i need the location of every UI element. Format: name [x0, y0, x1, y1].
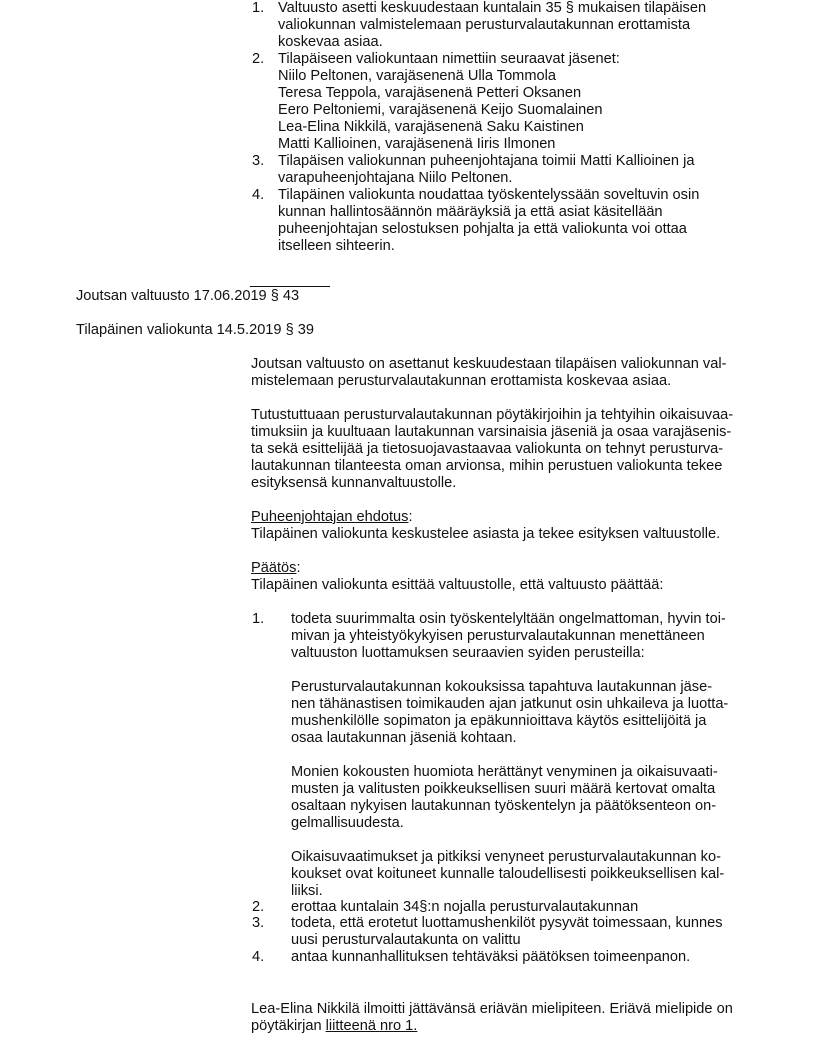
reason-text: Monien kokousten huomiota herättänyt venyminen ja oikaisuvaati-: [291, 764, 718, 780]
committee-reference: Tilapäinen valiokunta 14.5.2019 § 39: [76, 322, 315, 338]
dissent-text: pöytäkirjan: [251, 1018, 326, 1034]
paragraph-line: lautakunnan tilanteesta oman arvionsa, mihin perustuen valiokunta tekee: [251, 458, 723, 474]
decision-heading: [251, 560, 301, 577]
list-text: kunnan hallintosäännön määräyksiä ja että asiat käsitellään: [278, 204, 663, 220]
list-number: 2.: [252, 51, 265, 67]
list-number: 1.: [252, 0, 265, 16]
list-number: 3.: [252, 153, 265, 169]
list-text: valtuuston luottamuksen seuraavien syiden perusteilla:: [291, 645, 645, 661]
member-line: Niilo Peltonen, varajäsenenä Ulla Tommola: [278, 68, 556, 84]
reason-text: osaltaan nykyisen lautakunnan työskentelyn ja päätöksenteon on-: [291, 798, 717, 814]
chair-proposal-heading: [251, 509, 413, 526]
heading-colon: :: [408, 509, 413, 525]
list-text: koskevaa asiaa.: [278, 34, 383, 50]
heading-colon: :: [296, 560, 301, 576]
chair-proposal-text: Tilapäinen valiokunta keskustelee asiasta ja tekee esityksen valtuustolle.: [251, 526, 721, 542]
list-number: 2.: [252, 899, 265, 915]
dissent-text: Lea-Elina Nikkilä ilmoitti jättävänsä eriävän mielipiteen. Eriävä mielipide on: [251, 1001, 733, 1017]
list-text: antaa kunnanhallituksen tehtäväksi päätöksen toimeenpanon.: [291, 949, 691, 965]
list-text: mivan ja yhteistyökykyisen perusturvalautakunnan menettäneen: [291, 628, 705, 644]
heading-text: Puheenjohtajan ehdotus: [251, 509, 409, 525]
reason-text: liiksi.: [291, 883, 323, 899]
reason-text: osaa lautakunnan jäseniä kohtaan.: [291, 730, 517, 746]
paragraph-line: mistelemaan perusturvalautakunnan erottamista koskevaa asiaa.: [251, 373, 672, 389]
heading-text: Päätös: [251, 560, 297, 576]
reason-text: Perusturvalautakunnan kokouksissa tapahtuva lautakunnan jäse-: [291, 679, 713, 695]
paragraph-line: esityksensä kunnanvaltuustolle.: [251, 475, 457, 491]
separator-line: [250, 286, 330, 287]
attachment-link[interactable]: liitteenä nro 1.: [325, 1018, 418, 1034]
list-text: Tilapäiseen valiokuntaan nimettiin seuraavat jäsenet:: [278, 51, 620, 67]
list-text: itselleen sihteerin.: [278, 238, 395, 254]
reason-text: musten ja valitusten poikkeuksellisen suuri määrä kertovat omalta: [291, 781, 716, 797]
list-text: uusi perusturvalautakunta on valittu: [291, 932, 521, 948]
reason-text: mushenkilölle sopimaton ja epäkunnioittava käytös esittelijöitä ja: [291, 713, 707, 729]
member-line: Teresa Teppola, varajäsenenä Petteri Oksanen: [278, 85, 582, 101]
paragraph-line: Joutsan valtuusto on asettanut keskuudestaan tilapäisen valiokunnan val-: [251, 356, 727, 372]
list-text: Valtuusto asetti keskuudestaan kuntalain 35 § mukaisen tilapäisen: [278, 0, 707, 16]
decision-text: Tilapäinen valiokunta esittää valtuustolle, että valtuusto päättää:: [251, 577, 664, 593]
reason-text: koukset ovat koituneet kunnalle taloudellisesti poikkeuksellisen kal-: [291, 866, 725, 882]
list-number: 4.: [252, 949, 265, 965]
list-number: 1.: [252, 611, 265, 627]
list-text: Tilapäisen valiokunnan puheenjohtajana toimii Matti Kallioinen ja: [278, 153, 695, 169]
list-text: valiokunnan valmistelemaan perusturvalautakunnan erottamista: [278, 17, 691, 33]
paragraph-line: Tutustuttuaan perusturvalautakunnan pöytäkirjoihin ja tehtyihin oikaisuvaa-: [251, 407, 734, 423]
list-text: todeta, että erotetut luottamushenkilöt pysyvät toimessaan, kunnes: [291, 915, 723, 931]
paragraph-line: timuksiin ja kuultuaan lautakunnan varsinaisia jäseniä ja osaa varajäsenis-: [251, 424, 732, 440]
council-reference: Joutsan valtuusto 17.06.2019 § 43: [76, 288, 300, 304]
dissent-line-2: [251, 1018, 417, 1035]
member-line: Matti Kallioinen, varajäsenenä Iiris Ilmonen: [278, 136, 556, 152]
reason-text: Oikaisuvaatimukset ja pitkiksi venyneet perusturvalautakunnan ko-: [291, 849, 721, 865]
paragraph-line: ta sekä esittelijää ja tietosuojavastaavaa valiokunta on tehnyt perusturva-: [251, 441, 724, 457]
reason-text: gelmallisuudesta.: [291, 815, 404, 831]
member-line: Lea-Elina Nikkilä, varajäsenenä Saku Kaistinen: [278, 119, 584, 135]
member-line: Eero Peltoniemi, varajäsenenä Keijo Suomalainen: [278, 102, 603, 118]
reason-text: nen tähänastisen toimikauden ajan jatkunut osin uhkaileva ja luotta-: [291, 696, 729, 712]
list-text: todeta suurimmalta osin työskentelyltään ongelmattoman, hyvin toi-: [291, 611, 726, 627]
list-text: puheenjohtajan selostuksen pohjalta ja että valiokunta voi ottaa: [278, 221, 687, 237]
list-number: 3.: [252, 915, 265, 931]
list-text: varapuheenjohtajana Niilo Peltonen.: [278, 170, 513, 186]
list-text: erottaa kuntalain 34§:n nojalla perusturvalautakunnan: [291, 899, 639, 915]
list-number: 4.: [252, 187, 265, 203]
list-text: Tilapäinen valiokunta noudattaa työskentelyssään soveltuvin osin: [278, 187, 700, 203]
